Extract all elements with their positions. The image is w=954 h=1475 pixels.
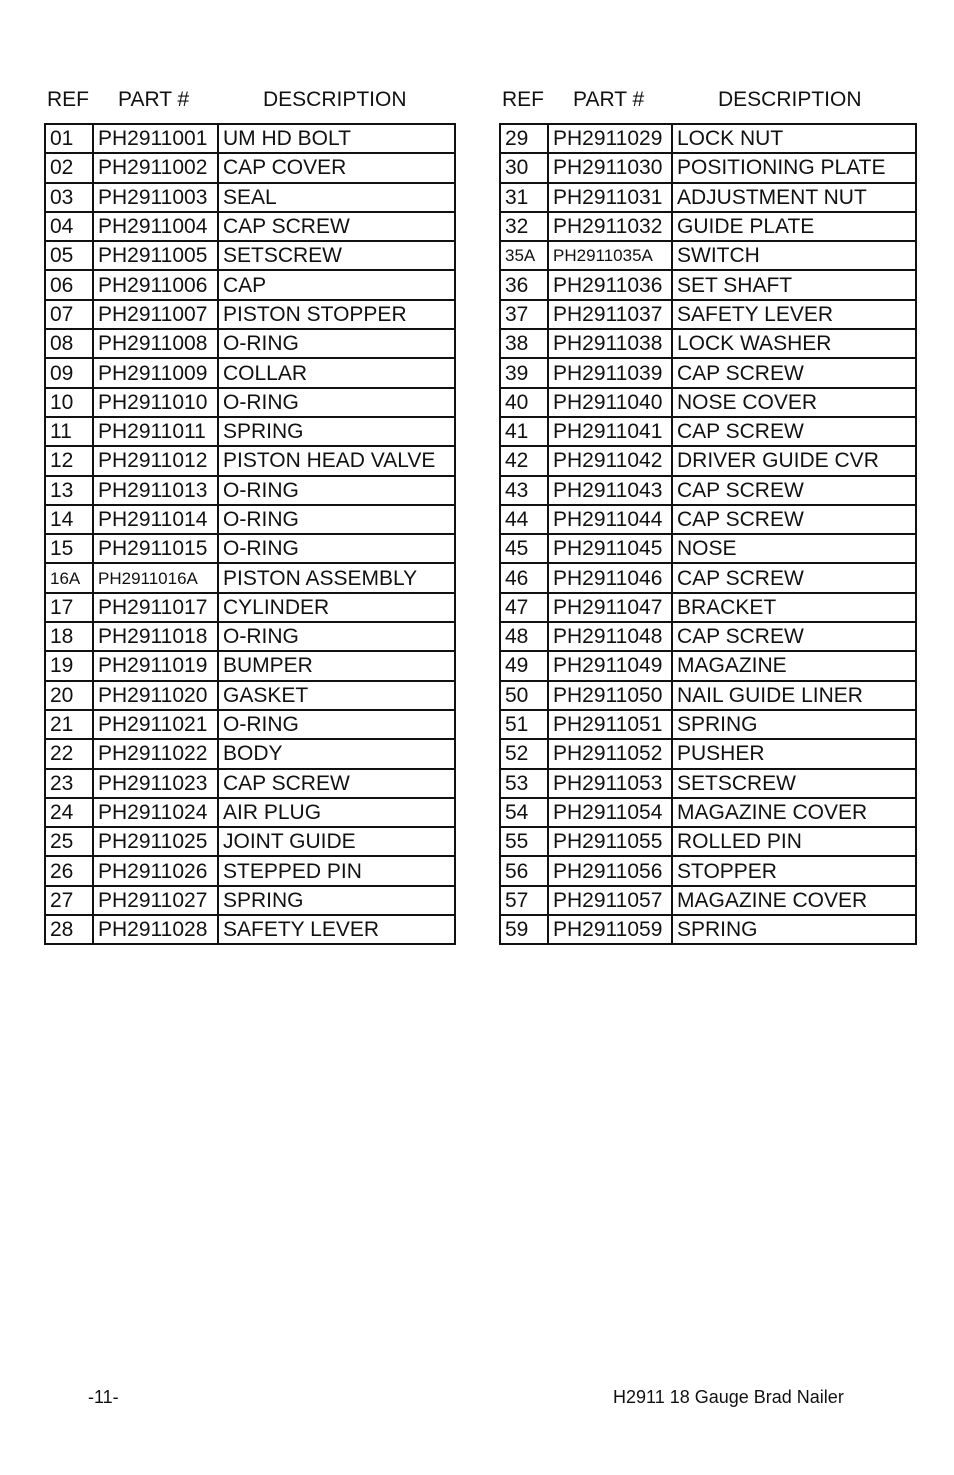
description-cell: SETSCREW xyxy=(218,241,455,270)
ref-cell: 44 xyxy=(500,505,548,534)
table-row xyxy=(500,329,916,358)
part-number-cell: PH2911002 xyxy=(93,153,218,182)
description-cell: SWITCH xyxy=(672,241,916,270)
ref-cell: 37 xyxy=(500,300,548,329)
table-row xyxy=(45,417,455,446)
table-row xyxy=(500,798,916,827)
part-number-cell: PH2911016A xyxy=(93,563,218,592)
part-number-cell: PH2911041 xyxy=(548,417,672,446)
table-row xyxy=(500,739,916,768)
table-row xyxy=(45,739,455,768)
description-cell: AIR PLUG xyxy=(218,798,455,827)
description-cell: SAFETY LEVER xyxy=(672,300,916,329)
table-row xyxy=(500,651,916,680)
description-cell: SAFETY LEVER xyxy=(218,915,455,944)
description-cell: O-RING xyxy=(218,476,455,505)
description-cell: PISTON STOPPER xyxy=(218,300,455,329)
part-number-cell: PH2911026 xyxy=(93,856,218,885)
part-number-cell: PH2911022 xyxy=(93,739,218,768)
description-cell: CAP SCREW xyxy=(672,417,916,446)
description-cell: PISTON ASSEMBLY xyxy=(218,563,455,592)
description-cell: CAP SCREW xyxy=(672,476,916,505)
description-cell: CYLINDER xyxy=(218,593,455,622)
table-row xyxy=(500,153,916,182)
description-cell: MAGAZINE xyxy=(672,651,916,680)
table-row xyxy=(45,915,455,944)
table-row xyxy=(500,446,916,475)
ref-cell: 25 xyxy=(45,827,93,856)
description-cell: SEAL xyxy=(218,183,455,212)
description-cell: SPRING xyxy=(218,417,455,446)
part-number-header: PART # xyxy=(573,88,645,111)
ref-cell: 38 xyxy=(500,329,548,358)
part-number-cell: PH2911046 xyxy=(548,563,672,592)
part-number-cell: PH2911042 xyxy=(548,446,672,475)
ref-cell: 15 xyxy=(45,534,93,563)
ref-cell: 42 xyxy=(500,446,548,475)
description-cell: BUMPER xyxy=(218,651,455,680)
part-number-cell: PH2911054 xyxy=(548,798,672,827)
part-number-cell: PH2911001 xyxy=(93,124,218,153)
part-number-cell: PH2911049 xyxy=(548,651,672,680)
ref-cell: 12 xyxy=(45,446,93,475)
table-row xyxy=(45,124,455,153)
description-header: DESCRIPTION xyxy=(718,88,862,111)
table-row xyxy=(45,446,455,475)
description-cell: DRIVER GUIDE CVR xyxy=(672,446,916,475)
ref-cell: 07 xyxy=(45,300,93,329)
description-cell: SPRING xyxy=(672,915,916,944)
part-number-cell: PH2911031 xyxy=(548,183,672,212)
ref-cell: 13 xyxy=(45,476,93,505)
table-row xyxy=(500,183,916,212)
ref-cell: 57 xyxy=(500,886,548,915)
part-number-cell: PH2911047 xyxy=(548,593,672,622)
part-number-cell: PH2911007 xyxy=(93,300,218,329)
table-row xyxy=(500,563,916,592)
table-row xyxy=(500,212,916,241)
description-cell: SET SHAFT xyxy=(672,270,916,299)
part-number-cell: PH2911059 xyxy=(548,915,672,944)
part-number-cell: PH2911023 xyxy=(93,769,218,798)
ref-cell: 06 xyxy=(45,270,93,299)
description-cell: LOCK NUT xyxy=(672,124,916,153)
part-number-cell: PH2911005 xyxy=(93,241,218,270)
part-number-cell: PH2911045 xyxy=(548,534,672,563)
table-row xyxy=(45,153,455,182)
description-cell: CAP xyxy=(218,270,455,299)
part-number-cell: PH2911011 xyxy=(93,417,218,446)
ref-cell: 39 xyxy=(500,358,548,387)
ref-cell: 16A xyxy=(45,563,93,592)
ref-cell: 40 xyxy=(500,388,548,417)
description-cell: POSITIONING PLATE xyxy=(672,153,916,182)
table-row xyxy=(45,681,455,710)
table-row xyxy=(45,827,455,856)
ref-cell: 48 xyxy=(500,622,548,651)
part-number-cell: PH2911004 xyxy=(93,212,218,241)
description-cell: CAP SCREW xyxy=(218,212,455,241)
part-number-cell: PH2911030 xyxy=(548,153,672,182)
table-row xyxy=(45,241,455,270)
ref-cell: 17 xyxy=(45,593,93,622)
ref-cell: 43 xyxy=(500,476,548,505)
table-row xyxy=(500,593,916,622)
ref-cell: 55 xyxy=(500,827,548,856)
part-number-cell: PH2911006 xyxy=(93,270,218,299)
ref-cell: 32 xyxy=(500,212,548,241)
ref-cell: 02 xyxy=(45,153,93,182)
description-cell: CAP SCREW xyxy=(672,622,916,651)
left-column-headers xyxy=(44,86,454,114)
ref-cell: 36 xyxy=(500,270,548,299)
description-cell: MAGAZINE COVER xyxy=(672,886,916,915)
table-row xyxy=(500,476,916,505)
ref-cell: 20 xyxy=(45,681,93,710)
description-cell: CAP COVER xyxy=(218,153,455,182)
description-cell: SPRING xyxy=(218,886,455,915)
table-row xyxy=(45,856,455,885)
part-number-cell: PH2911035A xyxy=(548,241,672,270)
table-row xyxy=(500,827,916,856)
part-number-cell: PH2911015 xyxy=(93,534,218,563)
part-number-cell: PH2911027 xyxy=(93,886,218,915)
description-cell: CAP SCREW xyxy=(672,563,916,592)
parts-table-right xyxy=(499,123,917,945)
ref-cell: 56 xyxy=(500,856,548,885)
part-number-cell: PH2911056 xyxy=(548,856,672,885)
description-cell: CAP SCREW xyxy=(672,358,916,387)
description-cell: BODY xyxy=(218,739,455,768)
ref-cell: 26 xyxy=(45,856,93,885)
table-row xyxy=(45,593,455,622)
part-number-cell: PH2911055 xyxy=(548,827,672,856)
ref-cell: 22 xyxy=(45,739,93,768)
part-number-cell: PH2911038 xyxy=(548,329,672,358)
table-row xyxy=(500,358,916,387)
description-cell: COLLAR xyxy=(218,358,455,387)
table-row xyxy=(500,534,916,563)
description-cell: STOPPER xyxy=(672,856,916,885)
description-cell: PISTON HEAD VALVE xyxy=(218,446,455,475)
description-header: DESCRIPTION xyxy=(263,88,407,111)
table-row xyxy=(500,769,916,798)
description-cell: CAP SCREW xyxy=(218,769,455,798)
ref-cell: 30 xyxy=(500,153,548,182)
table-row xyxy=(500,886,916,915)
ref-cell: 09 xyxy=(45,358,93,387)
ref-cell: 31 xyxy=(500,183,548,212)
part-number-cell: PH2911050 xyxy=(548,681,672,710)
ref-cell: 14 xyxy=(45,505,93,534)
right-column-headers xyxy=(499,86,915,114)
ref-cell: 52 xyxy=(500,739,548,768)
description-cell: GASKET xyxy=(218,681,455,710)
table-row xyxy=(45,270,455,299)
table-row xyxy=(500,915,916,944)
table-row xyxy=(45,329,455,358)
part-number-cell: PH2911024 xyxy=(93,798,218,827)
ref-cell: 27 xyxy=(45,886,93,915)
table-row xyxy=(500,505,916,534)
table-row xyxy=(45,563,455,592)
table-row xyxy=(45,769,455,798)
description-cell: STEPPED PIN xyxy=(218,856,455,885)
description-cell: O-RING xyxy=(218,388,455,417)
page-number: -11- xyxy=(88,1387,119,1407)
table-row xyxy=(45,622,455,651)
description-cell: NOSE COVER xyxy=(672,388,916,417)
table-row xyxy=(45,388,455,417)
part-number-cell: PH2911048 xyxy=(548,622,672,651)
description-cell: BRACKET xyxy=(672,593,916,622)
description-cell: O-RING xyxy=(218,329,455,358)
description-cell: GUIDE PLATE xyxy=(672,212,916,241)
part-number-cell: PH2911017 xyxy=(93,593,218,622)
ref-cell: 03 xyxy=(45,183,93,212)
description-cell: O-RING xyxy=(218,505,455,534)
ref-cell: 01 xyxy=(45,124,93,153)
ref-cell: 53 xyxy=(500,769,548,798)
table-row xyxy=(45,358,455,387)
table-row xyxy=(45,300,455,329)
table-row xyxy=(45,476,455,505)
description-cell: ROLLED PIN xyxy=(672,827,916,856)
description-cell: JOINT GUIDE xyxy=(218,827,455,856)
table-row xyxy=(45,212,455,241)
table-row xyxy=(500,417,916,446)
table-row xyxy=(500,388,916,417)
part-number-cell: PH2911012 xyxy=(93,446,218,475)
ref-cell: 04 xyxy=(45,212,93,241)
part-number-cell: PH2911020 xyxy=(93,681,218,710)
description-cell: O-RING xyxy=(218,534,455,563)
ref-cell: 46 xyxy=(500,563,548,592)
part-number-cell: PH2911013 xyxy=(93,476,218,505)
table-row xyxy=(500,241,916,270)
description-cell: NOSE xyxy=(672,534,916,563)
ref-cell: 21 xyxy=(45,710,93,739)
ref-header: REF xyxy=(47,88,89,111)
ref-cell: 11 xyxy=(45,417,93,446)
ref-cell: 47 xyxy=(500,593,548,622)
table-row xyxy=(500,270,916,299)
part-number-cell: PH2911021 xyxy=(93,710,218,739)
part-number-cell: PH2911043 xyxy=(548,476,672,505)
part-number-cell: PH2911025 xyxy=(93,827,218,856)
part-number-cell: PH2911009 xyxy=(93,358,218,387)
part-number-cell: PH2911044 xyxy=(548,505,672,534)
ref-header: REF xyxy=(502,88,544,111)
ref-cell: 05 xyxy=(45,241,93,270)
ref-cell: 54 xyxy=(500,798,548,827)
ref-cell: 10 xyxy=(45,388,93,417)
part-number-cell: PH2911053 xyxy=(548,769,672,798)
table-row xyxy=(500,856,916,885)
product-title: H2911 18 Gauge Brad Nailer xyxy=(613,1387,844,1407)
table-row xyxy=(500,300,916,329)
table-row xyxy=(45,183,455,212)
parts-table-left xyxy=(44,123,456,945)
part-number-cell: PH2911008 xyxy=(93,329,218,358)
description-cell: NAIL GUIDE LINER xyxy=(672,681,916,710)
table-row xyxy=(500,710,916,739)
ref-cell: 28 xyxy=(45,915,93,944)
table-row xyxy=(45,710,455,739)
table-row xyxy=(45,534,455,563)
ref-cell: 29 xyxy=(500,124,548,153)
description-cell: PUSHER xyxy=(672,739,916,768)
part-number-cell: PH2911014 xyxy=(93,505,218,534)
part-number-cell: PH2911051 xyxy=(548,710,672,739)
description-cell: MAGAZINE COVER xyxy=(672,798,916,827)
ref-cell: 49 xyxy=(500,651,548,680)
ref-cell: 24 xyxy=(45,798,93,827)
description-cell: O-RING xyxy=(218,622,455,651)
part-number-cell: PH2911029 xyxy=(548,124,672,153)
table-row xyxy=(45,651,455,680)
part-number-cell: PH2911037 xyxy=(548,300,672,329)
table-row xyxy=(45,886,455,915)
ref-cell: 23 xyxy=(45,769,93,798)
table-row xyxy=(45,798,455,827)
part-number-cell: PH2911010 xyxy=(93,388,218,417)
ref-cell: 08 xyxy=(45,329,93,358)
part-number-cell: PH2911057 xyxy=(548,886,672,915)
table-row xyxy=(45,505,455,534)
part-number-cell: PH2911019 xyxy=(93,651,218,680)
ref-cell: 45 xyxy=(500,534,548,563)
ref-cell: 41 xyxy=(500,417,548,446)
description-cell: CAP SCREW xyxy=(672,505,916,534)
table-row xyxy=(500,622,916,651)
description-cell: SETSCREW xyxy=(672,769,916,798)
ref-cell: 19 xyxy=(45,651,93,680)
part-number-cell: PH2911003 xyxy=(93,183,218,212)
description-cell: ADJUSTMENT NUT xyxy=(672,183,916,212)
table-row xyxy=(500,681,916,710)
part-number-cell: PH2911052 xyxy=(548,739,672,768)
part-number-cell: PH2911018 xyxy=(93,622,218,651)
description-cell: O-RING xyxy=(218,710,455,739)
description-cell: LOCK WASHER xyxy=(672,329,916,358)
ref-cell: 59 xyxy=(500,915,548,944)
description-cell: SPRING xyxy=(672,710,916,739)
ref-cell: 35A xyxy=(500,241,548,270)
table-row xyxy=(500,124,916,153)
part-number-cell: PH2911036 xyxy=(548,270,672,299)
ref-cell: 51 xyxy=(500,710,548,739)
part-number-cell: PH2911039 xyxy=(548,358,672,387)
part-number-cell: PH2911028 xyxy=(93,915,218,944)
part-number-cell: PH2911032 xyxy=(548,212,672,241)
part-number-cell: PH2911040 xyxy=(548,388,672,417)
ref-cell: 18 xyxy=(45,622,93,651)
ref-cell: 50 xyxy=(500,681,548,710)
part-number-header: PART # xyxy=(118,88,190,111)
description-cell: UM HD BOLT xyxy=(218,124,455,153)
